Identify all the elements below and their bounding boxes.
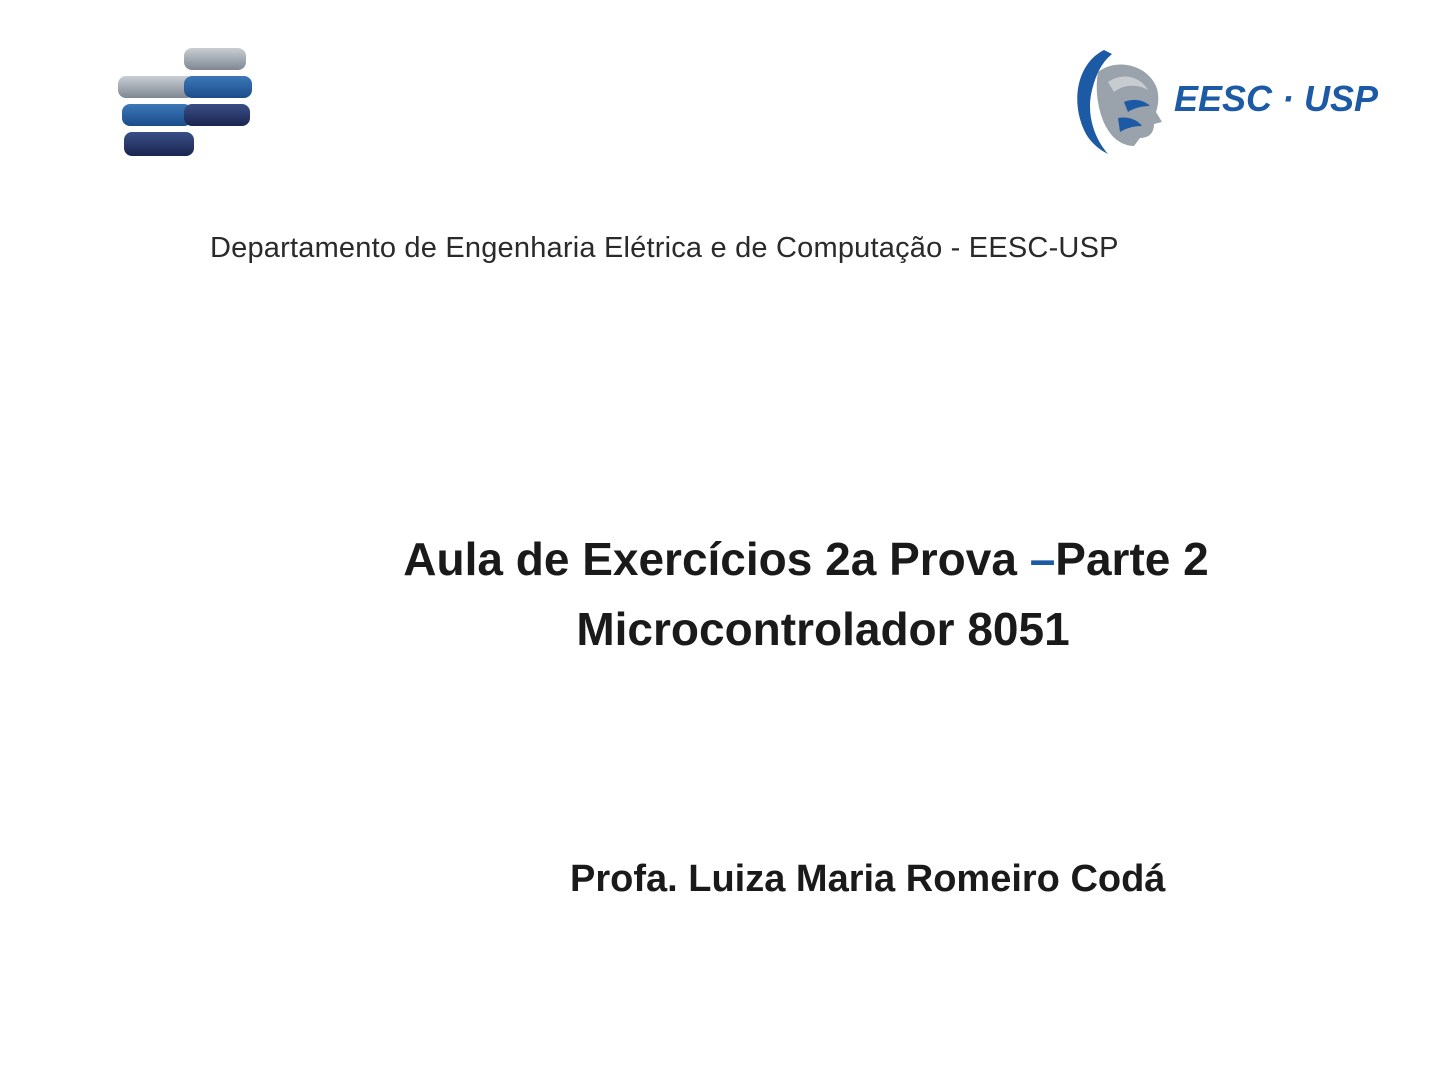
slide-title xyxy=(0,524,1440,664)
author-name: Profa. Luiza Maria Romeiro Codá xyxy=(570,858,1166,900)
title-dash: – xyxy=(1029,533,1056,585)
eesc-usp-logo-icon xyxy=(1064,42,1174,160)
title-line-1-text: Aula de Exercícios 2a Prova xyxy=(403,533,1030,585)
eesc-sel-logo-icon xyxy=(112,40,262,168)
department-name: Departamento de Engenharia Elétrica e de Computação - EESC-USP xyxy=(210,232,1119,264)
eesc-usp-logo-text: EESC · USP xyxy=(1174,78,1379,119)
title-line-2: Microcontrolador 8051 xyxy=(576,603,1070,655)
title-line-1 xyxy=(0,524,1440,594)
title-line-1-part: Parte 2 xyxy=(1055,533,1209,585)
eesc-usp-logo xyxy=(1064,42,1379,160)
department-logo xyxy=(112,40,262,168)
